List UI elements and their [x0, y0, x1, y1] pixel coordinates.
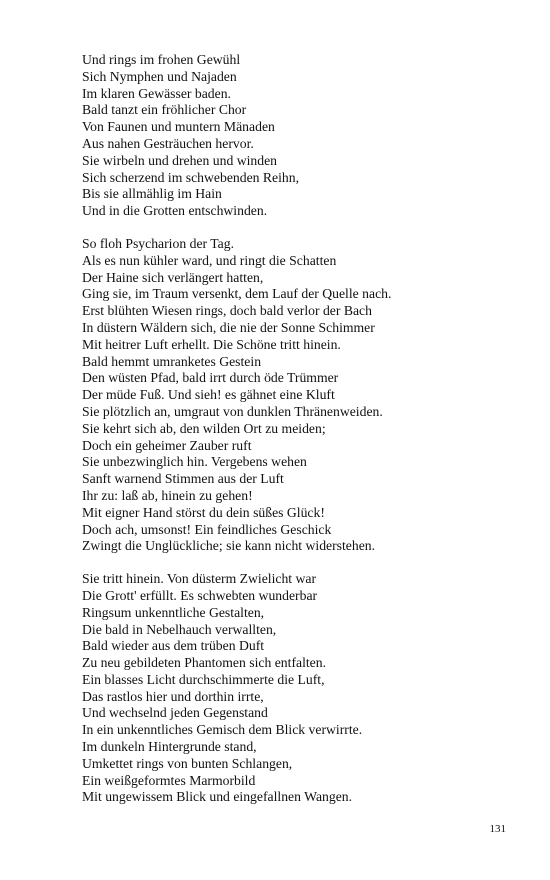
poem-line: Und rings im frohen Gewühl	[82, 52, 241, 67]
poem-line: Bald wieder aus dem trüben Duft	[82, 638, 265, 654]
poem-line: Bis sie allmählig im Hain	[82, 186, 222, 202]
poem-line: So floh Psycharion der Tag.	[82, 235, 234, 251]
poem-line: Sie tritt hinein. Von düsterm Zwielicht war	[82, 571, 317, 587]
poem-line: Ein blasses Licht durchschimmerte die Luft,	[82, 671, 325, 687]
poem-line: Sie wirbeln und drehen und winden	[82, 152, 278, 168]
poem-line: Den wüsten Pfad, bald irrt durch öde Trümmer	[82, 370, 339, 386]
poem-line: Doch ein geheimer Zauber ruft	[82, 437, 252, 453]
poem-line: Das rastlos hier und dorthin irrte,	[82, 688, 264, 704]
poem-line: Im dunkeln Hintergrunde stand,	[82, 739, 257, 755]
stanza-3	[82, 571, 522, 806]
poem-line: Die bald in Nebelhauch verwallten,	[82, 621, 277, 637]
poem-line: Als es nun kühler ward, und ringt die Schatten	[82, 252, 337, 268]
poem-line: Mit eigner Hand störst du dein süßes Glück!	[82, 504, 325, 520]
poem-line: Der Haine sich verlängert hatten,	[82, 269, 264, 285]
poem-line: Erst blühten Wiesen rings, doch bald verlor der Bach	[82, 303, 372, 319]
poem-line: Zwingt die Unglückliche; sie kann nicht widerstehen.	[82, 538, 376, 554]
poem-line: Umkettet rings von bunten Schlangen,	[82, 755, 293, 771]
stanza-2	[82, 236, 522, 555]
poem-line: Die Grott' erfüllt. Es schwebten wunderbar	[82, 587, 318, 603]
poem-line: Sie unbezwinglich hin. Vergebens wehen	[82, 454, 307, 470]
poem-line: In ein unkenntliches Gemisch dem Blick verwirrte.	[82, 722, 363, 738]
poem-line: In düstern Wäldern sich, die nie der Sonne Schimmer	[82, 319, 375, 335]
poem-line: Doch ach, umsonst! Ein feindliches Geschick	[82, 521, 332, 537]
poem-line: Mit ungewissem Blick und eingefallnen Wangen.	[82, 789, 353, 805]
poem-line: Aus nahen Gesträuchen hervor.	[82, 135, 254, 151]
poem-line: Der müde Fuß. Und sieh! es gähnet eine Kluft	[82, 387, 335, 403]
poem-line: Mit heitrer Luft erhellt. Die Schöne tritt hinein.	[82, 336, 341, 352]
poem-line: Bald tanzt ein fröhlicher Chor	[82, 102, 247, 118]
poem-line: Zu neu gebildeten Phantomen sich entfalten.	[82, 655, 327, 671]
poem-line: Bald hemmt umranketes Gestein	[82, 353, 262, 369]
poem-line: Und in die Grotten entschwinden.	[82, 203, 268, 219]
poem-line: Sich scherzend im schwebenden Reihn,	[82, 169, 300, 185]
poem-line: Ihr zu: laß ab, hinein zu gehen!	[82, 487, 253, 503]
poem-line: Sanft warnend Stimmen aus der Luft	[82, 471, 284, 487]
poem-line: Von Faunen und muntern Mänaden	[82, 119, 275, 135]
poem-line: Ein weißgeformtes Marmorbild	[82, 772, 256, 788]
poem-line: Im klaren Gewässer baden.	[82, 85, 231, 101]
poem-text	[82, 52, 522, 822]
poem-line: Ringsum unkenntliche Gestalten,	[82, 604, 265, 620]
poem-line: Und wechselnd jeden Gegenstand	[82, 705, 268, 721]
poem-line: Sie kehrt sich ab, den wilden Ort zu meiden;	[82, 420, 326, 436]
stanza-1	[82, 52, 522, 220]
poem-line: Ging sie, im Traum versenkt, dem Lauf der Quelle nach.	[82, 286, 392, 302]
poem-line: Sich Nymphen und Najaden	[82, 68, 237, 84]
poem-line: Sie plötzlich an, umgraut von dunklen Thränenweiden.	[82, 403, 383, 419]
page-number: 131	[489, 823, 506, 835]
